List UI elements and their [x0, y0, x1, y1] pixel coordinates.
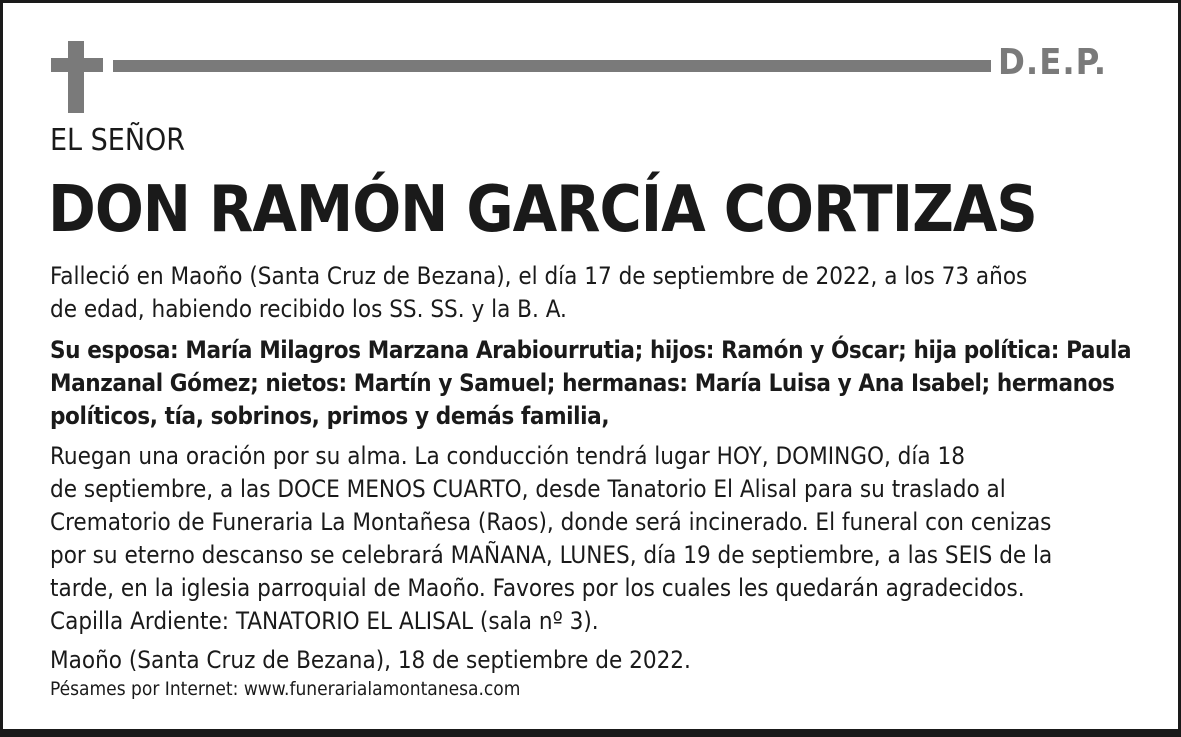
header-rule: [113, 60, 991, 72]
family-line: políticos, tía, sobrinos, primos y demás familia,: [50, 402, 610, 430]
deceased-prefix: EL SEÑOR: [50, 123, 186, 158]
family-line: Manzanal Gómez; nietos: Martín y Samuel; hermanas: María Luisa y Ana Isabel; hermanos: [50, 369, 1115, 397]
ceremony-line: por su eterno descanso se celebrará MAÑANA, LUNES, día 19 de septiembre, a las SEIS de la: [50, 541, 1053, 569]
deceased-name: DON RAMÓN GARCÍA CORTIZAS: [48, 173, 1037, 247]
place-date: Maoño (Santa Cruz de Bezana), 18 de septiembre de 2022.: [50, 646, 691, 674]
ceremony-details: [50, 440, 1140, 638]
ceremony-line: Capilla Ardiente: TANATORIO EL ALISAL (sala nº 3).: [50, 607, 599, 635]
condolences-link-text: Pésames por Internet: www.funerarialamontanesa.com: [50, 678, 521, 700]
ceremony-line: Ruegan una oración por su alma. La conducción tendrá lugar HOY, DOMINGO, día 18: [50, 442, 965, 470]
cross-icon: [51, 41, 103, 113]
ceremony-line: de septiembre, a las DOCE MENOS CUARTO, desde Tanatorio El Alisal para su traslado al: [50, 475, 1006, 503]
ceremony-line: Crematorio de Funeraria La Montañesa (Raos), donde será incinerado. El funeral con cenizas: [50, 508, 1052, 536]
death-notice-line: Falleció en Maoño (Santa Cruz de Bezana), el día 17 de septiembre de 2022, a los 73 años: [50, 262, 1028, 290]
ceremony-line: tarde, en la iglesia parroquial de Maoño. Favores por los cuales les quedarán agradecidos.: [50, 574, 1025, 602]
death-notice-line: de edad, habiendo recibido los SS. SS. y la B. A.: [50, 295, 567, 323]
family-list: [50, 334, 1140, 433]
family-line: Su esposa: María Milagros Marzana Arabiourrutia; hijos: Ramón y Óscar; hija política: Paula: [50, 336, 1132, 364]
death-notice: [50, 260, 1140, 326]
dep-label: D.E.P.: [998, 42, 1108, 83]
